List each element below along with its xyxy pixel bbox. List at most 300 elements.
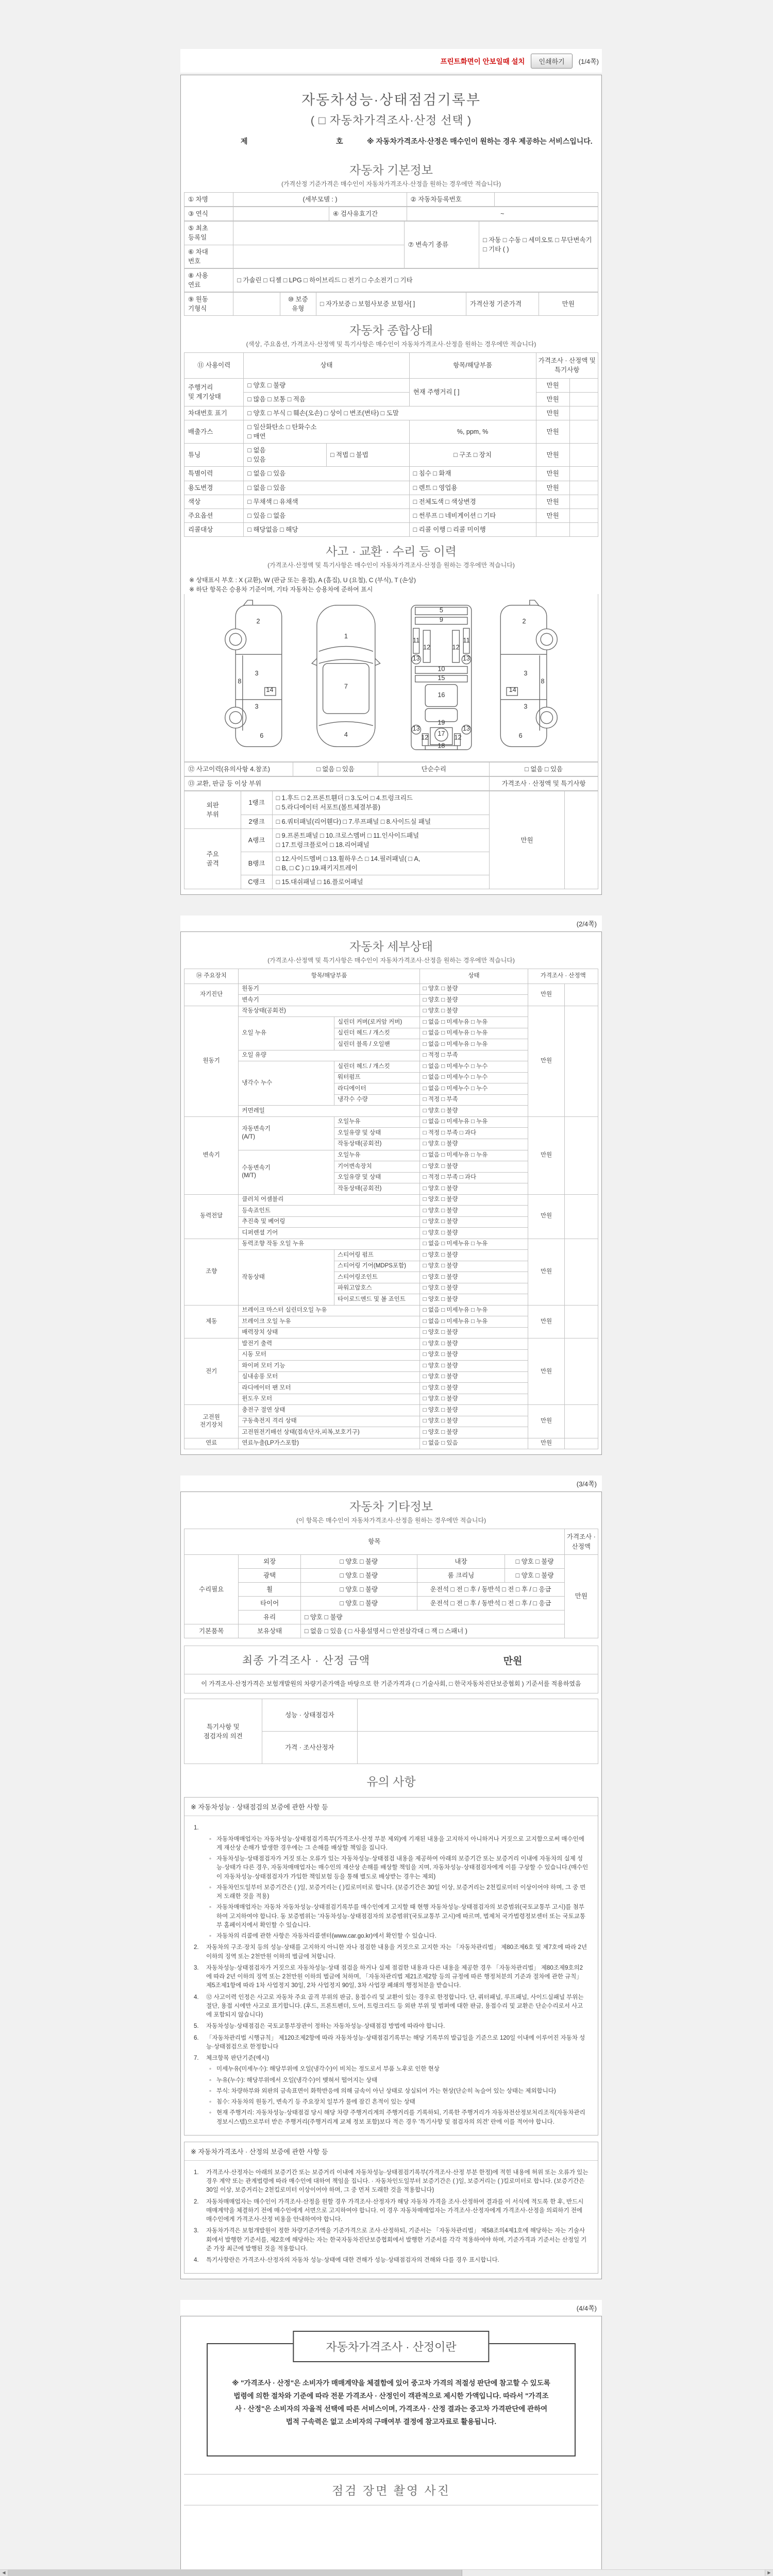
caution-bullet: ◦ 침수: 자동차의 원동기, 변속기 등 주요장치 일부가 물에 잠긴 흔적이 있는 상태: [209, 2099, 415, 2106]
form-cell: 만원: [528, 984, 564, 1006]
diagram-zone-number: 19: [438, 719, 445, 726]
basic-info-table-4: [184, 268, 598, 292]
horizontal-scrollbar[interactable]: [0, 2569, 773, 2576]
diagram-zone-number: 11: [413, 636, 420, 644]
form-cell: 추진축 및 베어링: [239, 1216, 419, 1228]
form-cell: 색상: [184, 495, 244, 509]
form-checkbox-cell: □ 없음 □ 미세누유 □ 누유: [419, 1239, 528, 1250]
form-cell: [569, 420, 598, 443]
form-checkbox-cell: □ 있음 □ 없음: [244, 509, 409, 522]
form-cell: 광택: [239, 1568, 300, 1582]
panel-rank-table: [184, 791, 598, 889]
form-cell: 실린더 블록 / 오일팬: [334, 1039, 420, 1050]
form-cell: 고전원 전기장치: [184, 1405, 239, 1438]
form-checkbox-cell: □ 적정 □ 부족 □ 과다: [419, 1172, 528, 1183]
diagram-zone-number: 3: [524, 670, 528, 677]
damage-code-legend: ※ 상태표시 부호 : X (교환), W (판금 또는 용접), A (흠집), U (요철), C (부식), T (손상) ※ 하단 항목은 승용차 기준이며, 기타 자동차는 승용차에 준하여 표시: [189, 577, 416, 593]
form-checkbox-cell: □ 없음 □ 미세누유 □ 누유: [419, 1028, 528, 1039]
form-cell: 유리: [239, 1611, 300, 1624]
form-cell: 수동변속기 (M/T): [239, 1150, 334, 1194]
form-cell: 자기진단: [184, 984, 239, 1006]
section-title-basic: 자동차 기본정보: [349, 163, 433, 177]
price-basis-note: 이 가격조사·산정가격은 보험개발원의 차량기준가액을 바탕으로 한 기준가격과 ( □ 기술사회, □ 한국자동차진단보증협회 ) 기준서를 적용하였음: [184, 1674, 598, 1693]
form-cell: [564, 1006, 598, 1116]
diagram-zone-number: 12: [421, 734, 429, 741]
caution-list-2: [184, 2161, 598, 2274]
section-note-basic: (가격산정 기준가격은 매수인이 자동차가격조사·산정을 원하는 경우에만 적습니다): [281, 180, 501, 188]
form-cell: 만원: [536, 406, 569, 420]
form-cell: 변속기: [184, 1116, 239, 1194]
form-cell: [569, 495, 598, 509]
form-checkbox-cell: □ 해당없음 □ 해당: [244, 522, 409, 536]
form-checkbox-cell: □ 9.프론트패널 □ 10.크로스멤버 □ 11.인사이드패널 □ 17.트렁크플로어 □ 18.리어패널: [272, 828, 490, 852]
diagram-zone-number: 13: [412, 725, 420, 733]
form-page-3: [180, 1492, 602, 2279]
form-cell: 구동축전지 격리 상태: [239, 1416, 419, 1427]
diagram-zone-number: 3: [255, 670, 259, 677]
form-cell: [233, 245, 404, 268]
form-cell: 내장: [417, 1554, 505, 1568]
form-cell: [569, 467, 598, 481]
basic-info-table-1: [184, 192, 598, 207]
photo-section-title: 점검 장면 촬영 사진: [184, 2474, 598, 2505]
form-checkbox-cell: □ 침수 □ 화재: [409, 467, 536, 481]
form-cell: 냉각수 누수: [239, 1061, 334, 1106]
section-title-overall: 자동차 종합상태: [349, 324, 433, 337]
form-cell: 파워고압호스: [334, 1283, 420, 1294]
section-title-other: 자동차 기타정보: [349, 1500, 433, 1514]
document-title: 자동차성능·상태점검기록부: [301, 92, 481, 108]
form-checkbox-cell: □ 없음 □ 있음: [490, 762, 598, 776]
form-cell: 현재 주행거리 [ ]: [409, 378, 536, 406]
form-cell: 주요 골격: [184, 828, 241, 889]
form-cell: 변속기: [239, 995, 419, 1006]
form-checkbox-cell: □ 없음 □ 미세누유 □ 누유: [419, 1116, 528, 1128]
form-checkbox-cell: □ 양호 □ 불량: [419, 1383, 528, 1394]
form-cell: 특별이력: [184, 467, 244, 481]
scroll-right-arrow[interactable]: ▶: [765, 2570, 773, 2576]
form-checkbox-cell: □ 양호 □ 불량: [419, 1394, 528, 1405]
form-checkbox-cell: □ 없음 □ 미세누유 □ 누유: [419, 1150, 528, 1161]
form-cell: 만원: [490, 791, 565, 889]
form-cell: [358, 1699, 598, 1732]
form-cell: ⑬ 교환, 판금 등 이상 부위: [184, 777, 490, 791]
form-checkbox-cell: □ 양호 □ 불량: [419, 1427, 528, 1438]
form-checkbox-cell: □ 양호 □ 불량: [505, 1568, 564, 1582]
diagram-zone-number: 2: [522, 617, 526, 625]
form-cell: 동력조향 작동 오일 누유: [239, 1239, 419, 1250]
form-checkbox-cell: □ 양호 □ 불량: [419, 1294, 528, 1306]
form-checkbox-cell: □ 양호 □ 불량: [419, 1216, 528, 1228]
form-cell: 원동기: [239, 984, 419, 995]
caution-heading-2: ※ 자동차가격조사 · 산정의 보증에 관한 사항 등: [184, 2142, 598, 2161]
form-checkbox-cell: □ 없음 □ 미세누수 □ 누수: [419, 1072, 528, 1083]
caution-bullet: ◦ 미세누유(미세누수): 해당부위에 오일(냉각수)이 비치는 정도로서 부품 노후로 인한 현상: [209, 2066, 440, 2073]
form-checkbox-cell: □ 자동 □ 수동 □ 세미오토 □ 무단변속기 □ 기타 ( ): [479, 222, 598, 268]
section-title-accident: 사고 · 교환 · 수리 등 이력: [326, 545, 457, 558]
form-cell: 항목/해당부품: [239, 969, 419, 984]
form-checkbox-cell: □ 무채색 □ 유채색: [244, 495, 409, 509]
form-checkbox-cell: □ 양호 □ 불량: [419, 1371, 528, 1383]
form-cell: 윈도우 모터: [239, 1394, 419, 1405]
section-note-other: (이 항목은 매수인이 자동차가격조사·산정을 원하는 경우에만 적습니다): [296, 1517, 486, 1524]
form-checkbox-cell: □ 적정 □ 부족: [419, 1094, 528, 1106]
form-cell: 스티어링 펌프: [334, 1250, 420, 1261]
form-cell: 냉각수 수량: [334, 1094, 420, 1106]
caution-bullet: ◦ 자동차매매업자는 자동차성능·상태점검기록부(가격조사·산정 부분 제외)에 기재된 내용을 고지하지 아니하거나 거짓으로 고지함으로써 매수인에게 재산상 손해가 발생한 경우에는 그 손해를 배상할 책임을 집니다.: [209, 1836, 584, 1851]
form-checkbox-cell: □ 자가보증 □ 보험사보증 보험사[ ]: [316, 293, 466, 316]
print-button[interactable]: 인쇄하기: [531, 54, 572, 69]
form-cell: 기본품목: [184, 1624, 239, 1638]
form-cell: [358, 1732, 598, 1764]
form-cell: ⑦ 변속기 종류: [404, 222, 479, 268]
form-cell: 작동상태(공회전): [334, 1183, 420, 1195]
form-cell: 디퍼렌셜 기어: [239, 1228, 419, 1239]
form-cell: 워터펌프: [334, 1072, 420, 1083]
form-cell: 와이퍼 모터 기능: [239, 1361, 419, 1372]
form-checkbox-cell: □ 1.후드 □ 2.프론트휀더 □ 3.도어 □ 4.트렁크리드 □ 5.라디에이터 서포트(볼트체결부품): [272, 791, 490, 815]
form-checkbox-cell: □ 없음 □ 있음 ( □ 사용설명서 □ 안전삼각대 □ 잭 □ 스패너 ): [300, 1624, 564, 1638]
form-checkbox-cell: □ 양호 □ 불량: [419, 1250, 528, 1261]
diagram-zone-number: 18: [438, 742, 445, 750]
other-info-table: [184, 1529, 598, 1638]
form-cell: ⑤ 최초 등록일: [184, 222, 233, 245]
form-cell: ② 자동차등록번호: [407, 193, 495, 207]
form-cell: 외판 부위: [184, 791, 241, 828]
basic-info-table-5: [184, 292, 598, 316]
form-cell: 브레이크 오일 누유: [239, 1316, 419, 1328]
form-cell: 발전기 출력: [239, 1338, 419, 1350]
scroll-left-arrow[interactable]: ◀: [0, 2570, 8, 2576]
form-cell: 가격 · 조사산정자: [262, 1732, 358, 1764]
form-cell: A랭크: [241, 828, 272, 852]
form-page-4: [180, 2316, 602, 2576]
diagram-zone-number: 14: [266, 686, 274, 694]
form-checkbox-cell: □ 적정 □ 부족 □ 과다: [419, 1128, 528, 1139]
form-cell: 오일유량 및 상태: [334, 1172, 420, 1183]
form-checkbox-cell: □ 구조 □ 장치: [409, 444, 536, 467]
form-checkbox-cell: □ 없음 □ 있음: [244, 467, 409, 481]
inspector-opinion-table: [184, 1699, 598, 1764]
form-cell: 실린더 커버(로커암 커버): [334, 1017, 420, 1028]
basic-info-table-3: [184, 221, 598, 268]
form-cell: 오일누유: [334, 1150, 420, 1161]
diagram-zone-number: 8: [541, 677, 545, 685]
caution-item: 5. 자동차성능·상태점검은 국토교통부장관이 정하는 자동차성능·상태점검 방법에 따라야 합니다.: [194, 2023, 445, 2030]
form-cell: [569, 406, 598, 420]
form-cell: 배출가스: [184, 420, 244, 443]
form-cell: 자동변속기 (A/T): [239, 1116, 334, 1150]
form-cell: ⑩ 보증 유형: [280, 293, 316, 316]
form-cell: 스티어링조인트: [334, 1272, 420, 1283]
form-cell: 라디에이터 팬 모터: [239, 1383, 419, 1394]
form-cell: 배력장치 상태: [239, 1327, 419, 1338]
form-cell: 항목/해당부품: [409, 353, 536, 378]
form-cell: ~: [407, 207, 598, 221]
form-cell: [536, 522, 569, 536]
form-cell: 가격조사 · 산정액 및 특기사항: [536, 353, 598, 378]
form-checkbox-cell: □ 양호 □ 불량: [419, 984, 528, 995]
form-cell: ⑭ 주요장치: [184, 969, 239, 984]
form-cell: ① 차명: [184, 193, 233, 207]
section-title-caution: 유의 사항: [366, 1775, 416, 1789]
form-cell: 가격산정 기준가격: [466, 293, 539, 316]
form-cell: 만원: [536, 420, 569, 443]
diagram-zone-number: 11: [463, 636, 470, 644]
form-checkbox-cell: □ 양호 □ 불량: [505, 1554, 564, 1568]
caution-bullet: ◦ 자동차인도일부터 보증기간은 ( )일, 보증거리는 ( )킬로미터로 합니다. (보증기간은 30일 이상, 보증거리는 2천킬로미터 이상이어야 하며, 그 중 먼저 도래한 것을 적용): [209, 1884, 586, 1900]
caution-item: 1.: [194, 1825, 199, 1832]
form-cell: 만원: [536, 444, 569, 467]
form-cell: 고전원전기배선 상태(접속단자,피복,보호기구): [239, 1427, 419, 1438]
diagram-zone-number: 12: [454, 734, 462, 741]
caution-item: 7. 체크항목 판단기준(예시): [194, 2055, 269, 2062]
form-checkbox-cell: □ 없음 □ 있음: [244, 481, 409, 495]
diagram-zone-number: 6: [260, 732, 264, 739]
form-cell: 용도변경: [184, 481, 244, 495]
section-title-detail: 자동차 세부상태: [349, 940, 433, 954]
diagram-zone-number: 3: [255, 703, 259, 710]
form-checkbox-cell: □ 양호 □ 불량: [244, 378, 409, 392]
caution-item: 3. 자동차가격은 보험개발원이 정한 차량기준가액을 기준가격으로 조사·산정하되, 기준서는 「자동차관리법」 제58조의4제1호에 해당하는 자는 기술사회에서 발행한 기준서를, 제2호에 해당하는 자는 한국자동차진단보증협회에서 발행한 기준서를 각각 적용하여야 하며, 기준가격과 기준서는 산정일 기준 가장 최근에 발행된 것을 적용합니다.: [194, 2228, 587, 2252]
exchange-repair-header-table: [184, 776, 598, 791]
doc-no-suffix: 호: [336, 137, 343, 145]
diagram-zone-number: 10: [438, 665, 445, 673]
inspection-photo-area: [184, 2505, 598, 2576]
form-checkbox-cell: □ 양호 □ 불량: [419, 1183, 528, 1195]
form-checkbox-cell: 운전석 □ 전 □ 후 / 동반석 □ 전 □ 후 / □ 응급: [417, 1582, 564, 1596]
form-cell: 튜닝: [184, 444, 244, 467]
doc-no-prefix: 제: [241, 137, 248, 145]
form-cell: 오일누유: [334, 1116, 420, 1128]
form-cell: 작동상태(공회전): [239, 1006, 419, 1017]
form-cell: 기어변속장치: [334, 1161, 420, 1173]
form-checkbox-cell: □ 양호 □ 불량: [419, 1261, 528, 1272]
form-checkbox-cell: □ 양호 □ 불량: [419, 1338, 528, 1350]
form-cell: [233, 293, 280, 316]
form-checkbox-cell: □ 적정 □ 부족: [419, 1050, 528, 1061]
form-checkbox-cell: □ 없음 □ 미세누유 □ 누유: [419, 1305, 528, 1316]
form-cell: 가격조사 · 산정액: [528, 969, 598, 984]
form-cell: 실린더 헤드 / 개스킷: [334, 1028, 420, 1039]
caution-item: 4. ⑫ 사고이력 인정은 사고로 자동차 주요 골격 부위의 판금, 용접수리 및 교환이 있는 경우로 한정합니다. 단, 쿼터패널, 루프패널, 사이드실패널 부위는 절단, 용접 시에만 사고로 표기합니다. (후드, 프론트펜더, 도어, 트렁크리드 등 외판 부위 및 범퍼에 대한 판금, 용접수리 및 교환은 단순수리로서 사고에 포함되지 않습니다): [194, 1994, 584, 2019]
caution-bullet: ◦ 자동차성능·상태점검자가 거짓 또는 오류가 있는 자동차성능·상태점검 내용을 제공하여 아래의 보증기간 또는 보증거리 이내에 자동차의 실제 성능·상태가 다른 경우, 자동차매매업자는 매수인의 재산상 손해를 배상할 책임을 지며, 자동차성능·상태점검자에게 이를 구상할 수 있습니다.(매수인이 자동차성능·상태점검자가 가입한 책임보험 등을 통해 별도로 배상받는 경우는 제외): [209, 1856, 589, 1880]
pricing-info-body: ※ "가격조사 · 산정"은 소비자가 매매계약을 체결함에 있어 중고차 가격의 적절성 판단에 참고할 수 있도록 법령에 의한 절차와 기준에 따라 전문 가격조사 · 산정인이 객관적으로 제시한 가액입니다. 따라서 "가격조사 · 산정"은 소비자의 자율적 선택에 따른 서비스이며, 가격조사 · 산정 결과는 중고차 가격판단에 관하여 법적 구속력은 없고 소비자의 구매여부 결정에 참고자료로 활용됩니다.: [232, 2379, 550, 2426]
form-cell: [569, 378, 598, 392]
form-checkbox-cell: □ 없음 □ 미세누수 □ 누수: [419, 1061, 528, 1073]
form-cell: ⑧ 사용 연료: [184, 268, 233, 292]
form-cell: 만원: [528, 1194, 564, 1239]
form-cell: 스티어링 기어(MDPS포함): [334, 1261, 420, 1272]
page-indicator-4: (4/4쪽): [180, 2300, 602, 2316]
form-cell: 오일유량 및 상태: [334, 1128, 420, 1139]
caution-bullet: ◦ 현재 주행거리: 자동차성능·상태점검 당시 해당 차량 주행거리계의 주행거리를 기록하되, 기록한 주행거리가 자동차전산정보처리조직(자동차관리정보시스템)으로부터 받은 주행거리(주행거리계 교체 정보 포함)보다 적은 경우 '특기사항 및 점검자의 의견' 란에 이를 적어야 합니다.: [209, 2110, 585, 2125]
diagram-zone-number: 4: [344, 731, 348, 738]
form-cell: 만원: [539, 293, 598, 316]
document-subtitle: ( □ 자동차가격조사·산정 선택 ): [310, 114, 472, 127]
section-note-accident: (가격조사·산정액 및 특기사항은 매수인이 자동차가격조사·산정을 원하는 경우에만 적습니다): [267, 562, 515, 569]
caution-box-1: [184, 1797, 598, 2136]
form-checkbox-cell: □ 많음 □ 보통 □ 적음: [244, 392, 409, 406]
form-checkbox-cell: □ 양호 □ 불량: [419, 1194, 528, 1206]
form-cell: [569, 522, 598, 536]
form-cell: 상태: [244, 353, 409, 378]
form-cell: 특기사항 및 점검자의 의견: [184, 1699, 262, 1764]
form-checkbox-cell: □ 양호 □ 불량: [419, 1206, 528, 1217]
form-cell: 만원: [536, 467, 569, 481]
form-checkbox-cell: □ 양호 □ 불량: [300, 1597, 417, 1611]
pricing-info-title: 자동차가격조사 · 산정이란: [293, 2331, 489, 2362]
form-checkbox-cell: □ 없음 □ 미세누유 □ 누유: [419, 1017, 528, 1028]
form-checkbox-cell: □ 양호 □ 불량: [300, 1611, 564, 1624]
section-note-detail: (가격조사·산정액 및 특기사항은 매수인이 자동차가격조사·산정을 원하는 경우에만 적습니다): [267, 957, 515, 964]
form-cell: 원동기: [184, 1006, 239, 1116]
form-cell: [564, 1438, 598, 1449]
form-checkbox-cell: □ 전체도색 □ 색상변경: [409, 495, 536, 509]
diagram-zone-number: 13: [412, 654, 420, 662]
caution-item: 6. 「자동차관리법 시행규칙」 제120조제2항에 따라 자동차성능·상태점검기록부는 해당 기록부의 발급일을 기준으로 120일 이내에 이루어진 자동차 성능·상태점검으로 한정합니다: [194, 2035, 585, 2050]
caution-item: 4. 특기사항란은 가격조사·산정자의 자동차 성능·상태에 대한 견해가 성능·상태점검자의 견해와 다를 경우 표시합니다.: [194, 2257, 499, 2264]
form-checkbox-cell: □ 양호 □ 불량: [419, 1228, 528, 1239]
form-cell: (세부모델 : ): [233, 193, 407, 207]
car-damage-diagram-wrap: [184, 594, 598, 762]
final-price-label: 최종 가격조사 · 산정 금액: [242, 1655, 371, 1667]
form-cell: 만원: [536, 392, 569, 406]
form-checkbox-cell: □ 일산화탄소 □ 탄화수소 □ 매연: [244, 420, 409, 443]
caution-heading-1: ※ 자동차성능 · 상태점검의 보증에 관한 사항 등: [184, 1798, 598, 1816]
form-checkbox-cell: □ 양호 □ 불량: [419, 995, 528, 1006]
form-checkbox-cell: □ 양호 □ 불량: [419, 1361, 528, 1372]
form-checkbox-cell: □ 양호 □ 불량: [300, 1582, 417, 1596]
page-indicator-3: (3/4쪽): [180, 1476, 602, 1492]
form-checkbox-cell: □ 없음 □ 있음: [244, 444, 327, 467]
form-checkbox-cell: □ 양호 □ 불량: [419, 1006, 528, 1017]
form-checkbox-cell: □ 양호 □ 불량: [419, 1405, 528, 1416]
diagram-zone-number: 2: [256, 617, 260, 625]
form-cell: 만원: [536, 509, 569, 522]
form-cell: 시동 모터: [239, 1349, 419, 1361]
form-checkbox-cell: □ 적법 □ 불법: [327, 444, 410, 467]
form-cell: %, ppm, %: [409, 420, 536, 443]
diagram-zone-number: 3: [524, 703, 528, 710]
diagram-zone-number: 13: [463, 725, 470, 733]
form-cell: 단순수리: [378, 762, 490, 776]
form-cell: ④ 검사유효기간: [329, 207, 407, 221]
form-cell: ⑥ 차대 번호: [184, 245, 233, 268]
diagram-zone-number: 12: [423, 643, 431, 651]
form-cell: 만원: [528, 1338, 564, 1405]
form-page-1: [180, 75, 602, 895]
form-cell: 만원: [528, 1116, 564, 1194]
form-cell: 브레이크 마스터 실린더오일 누유: [239, 1305, 419, 1316]
form-cell: 타이어: [239, 1597, 300, 1611]
form-checkbox-cell: □ 양호 □ 불량: [419, 1139, 528, 1150]
form-checkbox-cell: □ 양호 □ 불량: [419, 1161, 528, 1173]
form-checkbox-cell: □ 없음 □ 미세누유 □ 누유: [419, 1039, 528, 1050]
diagram-zone-number: 6: [518, 732, 523, 739]
page-indicator-1: (1/4쪽): [578, 57, 599, 65]
form-cell: [569, 392, 598, 406]
diagram-zone-number: 12: [452, 643, 460, 651]
form-cell: [564, 1338, 598, 1405]
top-toolbar: [180, 49, 602, 73]
form-cell: 오일 누유: [239, 1017, 334, 1050]
diagram-zone-number: 15: [438, 674, 445, 682]
diagram-zone-number: 8: [238, 677, 242, 685]
form-cell: 1랭크: [241, 791, 272, 815]
form-checkbox-cell: □ 양호 □ 불량: [419, 1106, 528, 1117]
form-cell: 항목: [184, 1529, 565, 1554]
form-cell: 동력전달: [184, 1194, 239, 1239]
form-cell: 제동: [184, 1305, 239, 1338]
section-note-overall: (색상, 주요옵션, 가격조사·산정액 및 특기사항은 매수인이 자동차가격조사·산정을 원하는 경우에만 적습니다): [246, 341, 536, 348]
diagram-zone-number: 1: [344, 633, 348, 640]
form-cell: 보유상태: [239, 1624, 300, 1638]
form-cell: 차대번호 표기: [184, 406, 244, 420]
form-cell: 수리필요: [184, 1554, 239, 1624]
form-cell: 조향: [184, 1239, 239, 1305]
form-cell: 만원: [528, 1305, 564, 1338]
form-checkbox-cell: □ 양호 □ 불량: [419, 1349, 528, 1361]
install-print-plugin-link[interactable]: 프린트화면이 안보일때 설치: [440, 58, 525, 65]
form-cell: B랭크: [241, 852, 272, 875]
diagram-zone-number: 14: [509, 686, 516, 694]
form-cell: 작동상태(공회전): [334, 1139, 420, 1150]
form-cell: 주행거리 및 계기상태: [184, 378, 244, 406]
form-cell: 룸 크리닝: [417, 1568, 505, 1582]
form-cell: [564, 1239, 598, 1305]
form-cell: [564, 1305, 598, 1338]
caution-item: 3. 자동차성능·상태점검자가 거짓으로 자동차성능·상태 점검을 하거나 실제 점검한 내용과 다른 내용을 제공한 경우 「자동차관리법」 제80조제9호의2에 따라 2년 이하의 징역 또는 2천만원 이하의 벌금에 처하며, 「자동차관리법 제21조제2항 등의 규정에 따른 행정처분의 기준과 절차에 관한 규칙」 제5조제1항에 따라 1차 사업정지 30일, 2차 사업정지 90일, 3차 사업장 폐쇄의 행정처분을 받습니다.: [194, 1964, 583, 1989]
service-note: ※ 자동차가격조사·산정은 매수인이 원하는 경우 제공하는 서비스입니다.: [367, 137, 593, 145]
form-cell: 만원: [564, 1554, 598, 1638]
form-cell: 2랭크: [241, 815, 272, 828]
form-cell: 클러치 어셈블리: [239, 1194, 419, 1206]
final-price-unit: 만원: [503, 1655, 523, 1667]
form-checkbox-cell: □ 가솔린 □ 디젤 □ LPG □ 하이브리드 □ 전기 □ 수소전기 □ 기타: [233, 268, 598, 292]
final-price-row: [184, 1646, 598, 1674]
pricing-info-box: [207, 2343, 576, 2456]
form-checkbox-cell: □ 양호 □ 불량: [419, 1272, 528, 1283]
diagram-zone-number: 7: [344, 683, 348, 690]
form-cell: 만원: [536, 378, 569, 392]
form-checkbox-cell: □ 양호 □ 불량: [300, 1568, 417, 1582]
caution-box-2: [184, 2142, 598, 2274]
diagram-zone-number: 13: [463, 654, 470, 662]
form-cell: 리콜대상: [184, 522, 244, 536]
diagram-zone-number: 16: [438, 691, 445, 699]
form-cell: 등속죠인트: [239, 1206, 419, 1217]
scrollbar-thumb[interactable]: [8, 2570, 462, 2576]
form-cell: [569, 481, 598, 495]
print-preview-stage: [180, 0, 602, 2576]
form-checkbox-cell: □ 렌트 □ 영업용: [409, 481, 536, 495]
form-checkbox-cell: □ 6.쿼터패널(리어휀다) □ 7.루프패널 □ 8.사이드실 패널: [272, 815, 490, 828]
form-page-2: [180, 931, 602, 1455]
form-cell: 연료: [184, 1438, 239, 1449]
detail-condition-table: [184, 969, 598, 1449]
form-cell: 작동상태: [239, 1250, 334, 1306]
form-cell: 주요옵션: [184, 509, 244, 522]
form-checkbox-cell: □ 양호 □ 부식 □ 훼손(오손) □ 상이 □ 변조(변타) □ 도말: [244, 406, 536, 420]
form-checkbox-cell: □ 없음 □ 미세누수 □ 누수: [419, 1083, 528, 1095]
diagram-zone-number: 17: [438, 730, 445, 737]
form-checkbox-cell: □ 리콜 이행 □ 리콜 미이행: [409, 522, 536, 536]
form-checkbox-cell: □ 없음 □ 미세누유 □ 누유: [419, 1316, 528, 1328]
form-cell: 오일 유량: [239, 1050, 419, 1061]
form-checkbox-cell: □ 양호 □ 불량: [419, 1416, 528, 1427]
form-cell: [569, 444, 598, 467]
